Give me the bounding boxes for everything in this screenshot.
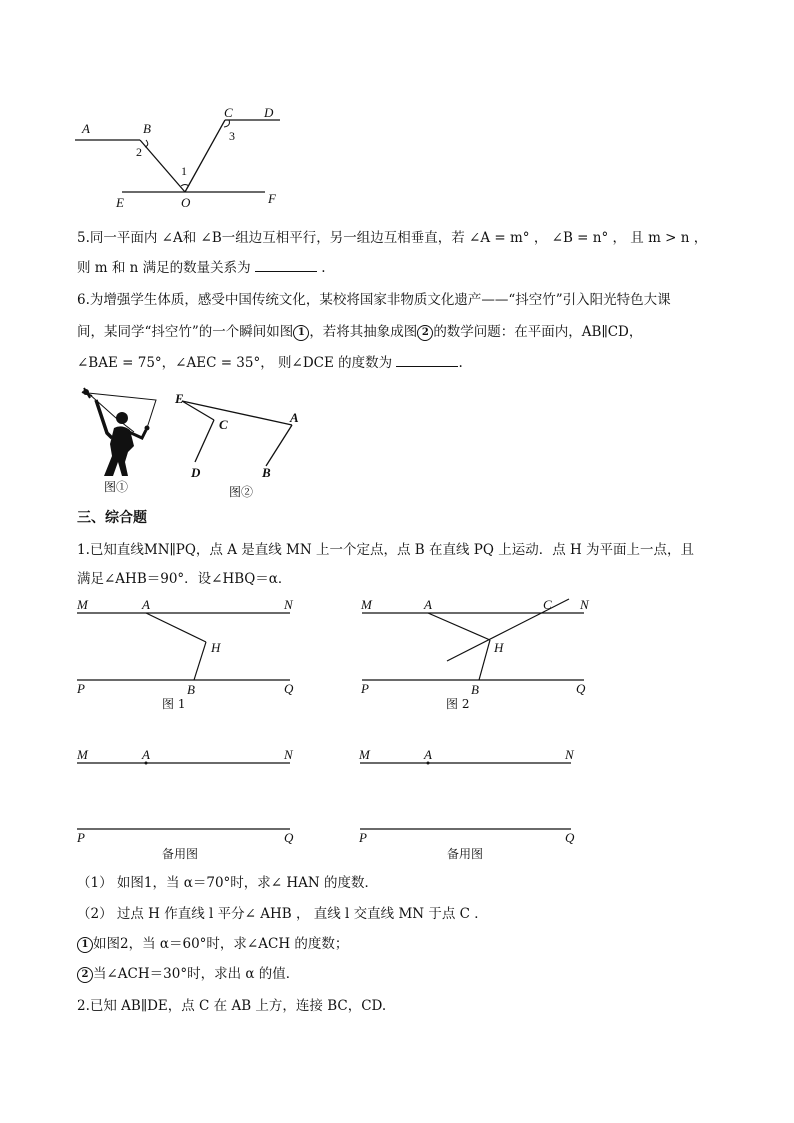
- fig1-label-h: H: [211, 640, 221, 655]
- fig2-label-q: Q: [576, 681, 586, 696]
- fig1-label-q: Q: [284, 681, 294, 696]
- p1-subq-2-1-text: 如图2，当 α＝60°时，求∠ACH 的度数；: [93, 936, 349, 952]
- p1-subq-1: （1） 如图1，当 α＝70°时，求∠ HAN 的度数．: [77, 875, 379, 891]
- p2-line1: 2.已知 AB∥DE，点 C 在 AB 上方，连接 BC，CD.: [77, 998, 387, 1014]
- spare2-caption: 备用图: [447, 847, 484, 861]
- fig2-caption: 图 2: [446, 697, 470, 711]
- angle-3-label: 3: [229, 129, 235, 143]
- p1-line2: 满足∠AHB＝90°．设∠HBQ＝α．: [77, 571, 292, 587]
- spare1-label-n: N: [284, 747, 293, 762]
- fig1-label-b: B: [187, 682, 195, 697]
- angle-2-label: 2: [136, 145, 142, 159]
- circle-number-1: 1: [77, 937, 93, 953]
- fig1-label-a: A: [142, 597, 150, 612]
- circle-number-2: 2: [417, 325, 433, 341]
- q5-line2-pre: 则 m 和 n 满足的数量关系为: [77, 260, 251, 276]
- fig2-label-m: M: [361, 597, 372, 612]
- spare1-label-q: Q: [284, 830, 294, 845]
- p1-subq-2-1: [77, 934, 348, 954]
- label-f: F: [268, 191, 276, 206]
- fig2-label-p: P: [361, 681, 369, 696]
- circle-number-1: 1: [293, 325, 309, 341]
- q6-line2-mid: ，若将其抽象成图: [309, 324, 418, 340]
- fig1-label-m: M: [77, 597, 88, 612]
- p1-subq-2-2-text: 当∠ACH＝30°时，求出 α 的值．: [93, 966, 300, 982]
- spare1-label-p: P: [77, 830, 85, 845]
- fig2-label-b: B: [471, 682, 479, 697]
- fig2-label-c: C: [219, 417, 228, 432]
- spare1-label-a: A: [142, 747, 150, 762]
- fig1-caption: 图 1: [162, 697, 186, 711]
- q6-line3-post: .: [458, 355, 463, 371]
- spare1-caption: 备用图: [162, 847, 199, 861]
- fig2-label-a: A: [290, 410, 299, 425]
- q6-line2-pre: 间，某同学“抖空竹”的一个瞬间如图: [77, 324, 294, 340]
- q5-line1: 5.同一平面内 ∠A和 ∠B一组边互相平行，另一组边互相垂直，若 ∠A = m° ， ∠B = n° ， 且 m > n ，: [77, 230, 708, 246]
- p1-line1: 1.已知直线MN∥PQ，点 A 是直线 MN 上一个定点，点 B 在直线 PQ 上运动．点 H 为平面上一点，且: [77, 542, 695, 558]
- circle-number-2: 2: [77, 967, 93, 983]
- fig2-label-b: B: [262, 465, 271, 480]
- fig1-caption: 图①: [104, 480, 129, 494]
- label-o: O: [181, 195, 191, 210]
- q6-line3-pre: ∠BAE = 75°，∠AEC = 35°， 则∠DCE 的度数为: [77, 355, 393, 371]
- q5-line2-post: .: [321, 260, 326, 276]
- fig2-label-a: A: [424, 597, 432, 612]
- fig2-label-h: H: [494, 640, 504, 655]
- fig2-label-d: D: [191, 465, 201, 480]
- spare2-label-p: P: [359, 830, 367, 845]
- q6-line1: 6.为增强学生体质，感受中国传统文化，某校将国家非物质文化遗产——“抖空竹”引入阳光特色大课: [77, 292, 671, 308]
- spare2-label-m: M: [359, 747, 370, 762]
- spare2-label-n: N: [565, 747, 574, 762]
- label-a: A: [82, 121, 90, 136]
- p1-subq-2: （2） 过点 H 作直线 l 平分∠ AHB ， 直线 l 交直线 MN 于点 C ．: [77, 906, 488, 922]
- q6-line2-post: 的数学问题：在平面内，AB∥CD，: [433, 324, 643, 340]
- p1-subq-2-2: [77, 964, 299, 984]
- fig2-caption: 图②: [229, 485, 254, 499]
- fig2-label-n: N: [580, 597, 589, 612]
- section-title: 三、综合题: [77, 510, 147, 526]
- spare2-label-a: A: [424, 747, 432, 762]
- spare2-label-q: Q: [565, 830, 575, 845]
- angle-1-label: 1: [181, 164, 187, 178]
- spare1-label-m: M: [77, 747, 88, 762]
- fig1-label-n: N: [284, 597, 293, 612]
- fig1-label-p: P: [77, 681, 85, 696]
- label-c: C: [224, 105, 233, 120]
- fig2-label-c: C: [543, 597, 552, 612]
- label-b: B: [143, 121, 151, 136]
- label-e: E: [116, 195, 124, 210]
- fig2-label-e: E: [175, 391, 184, 406]
- label-d: D: [264, 105, 274, 120]
